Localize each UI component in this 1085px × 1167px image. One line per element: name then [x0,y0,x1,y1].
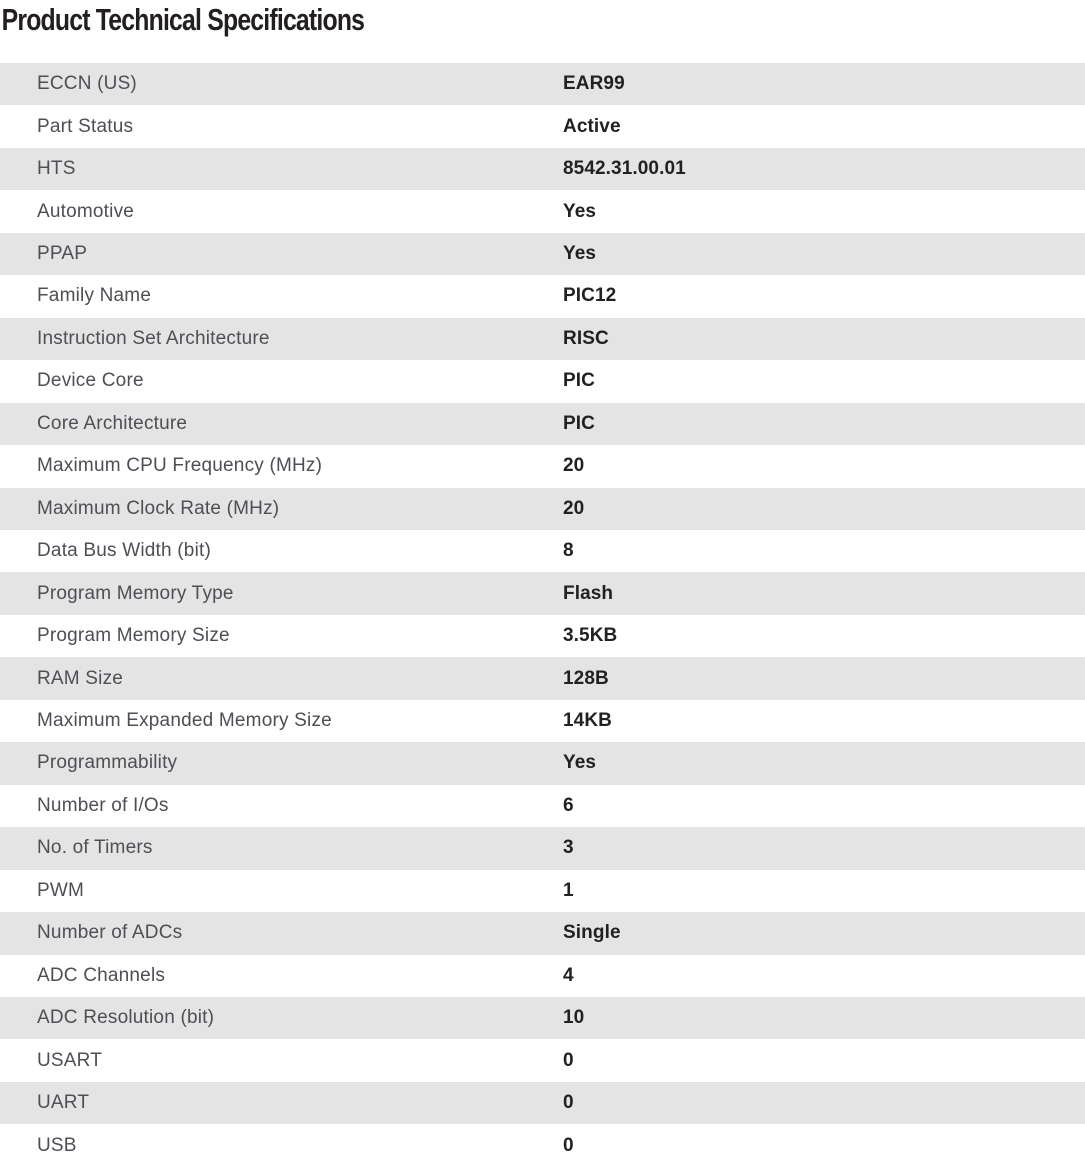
table-row [0,445,1085,487]
table-row [0,615,1085,657]
spec-value: 8 [563,540,574,562]
table-row [0,190,1085,232]
spec-value: Single [563,922,621,944]
table-row [0,572,1085,614]
spec-label: PWM [37,879,85,901]
page-title: Product Technical Specifications [1,2,365,37]
spec-label: No. of Timers [37,837,153,859]
table-row [0,1039,1085,1081]
spec-label: PPAP [37,243,88,265]
table-row [0,1082,1085,1124]
spec-label: Automotive [37,200,135,222]
spec-label: Family Name [37,285,152,307]
spec-value: 10 [563,1007,585,1029]
spec-value: 8542.31.00.01 [563,158,686,180]
spec-label: Maximum CPU Frequency (MHz) [37,455,323,477]
spec-value: Yes [563,200,597,222]
table-row [0,530,1085,572]
table-row [0,105,1085,147]
table-row [0,657,1085,699]
spec-label: Number of I/Os [37,794,169,816]
spec-table [0,63,1085,1167]
spec-label: ADC Resolution (bit) [37,1007,215,1029]
table-row [0,148,1085,190]
spec-value: 3 [563,837,574,859]
table-row [0,233,1085,275]
spec-value: 0 [563,1092,574,1114]
spec-value: 0 [563,1049,574,1071]
spec-label: ADC Channels [37,964,166,986]
spec-value: 1 [563,879,574,901]
spec-label: Program Memory Size [37,625,230,647]
spec-label: Instruction Set Architecture [37,327,270,349]
spec-label: RAM Size [37,667,124,689]
spec-value: Flash [563,582,614,604]
spec-value: 14KB [563,710,612,732]
spec-value: 20 [563,455,585,477]
spec-label: Program Memory Type [37,582,234,604]
table-row [0,912,1085,954]
table-row [0,955,1085,997]
table-row [0,997,1085,1039]
spec-value: 6 [563,794,574,816]
spec-value: 4 [563,964,574,986]
spec-label: Part Status [37,115,134,137]
table-row [0,403,1085,445]
spec-label: Core Architecture [37,412,188,434]
spec-value: EAR99 [563,73,625,95]
spec-value: PIC [563,412,595,434]
spec-label: Device Core [37,370,144,392]
spec-label: USART [37,1049,103,1071]
table-row [0,488,1085,530]
spec-label: Data Bus Width (bit) [37,540,211,562]
spec-value: Yes [563,752,597,774]
spec-value: RISC [563,327,609,349]
table-row [0,870,1085,912]
table-row [0,742,1085,784]
spec-value: 20 [563,497,585,519]
table-row [0,700,1085,742]
spec-value: 0 [563,1134,574,1156]
table-row [0,785,1085,827]
table-row [0,1124,1085,1166]
table-row [0,360,1085,402]
spec-value: PIC12 [563,285,617,307]
spec-value: Yes [563,243,597,265]
spec-label: UART [37,1092,90,1114]
table-row [0,63,1085,105]
table-row [0,827,1085,869]
spec-value: 3.5KB [563,625,618,647]
spec-label: Programmability [37,752,178,774]
table-row [0,275,1085,317]
spec-label: Maximum Expanded Memory Size [37,710,332,732]
spec-label: USB [37,1134,77,1156]
spec-label: HTS [37,158,76,180]
spec-value: Active [563,115,621,137]
spec-value: PIC [563,370,595,392]
spec-value: 128B [563,667,609,689]
table-row [0,318,1085,360]
spec-label: Maximum Clock Rate (MHz) [37,497,280,519]
spec-label: ECCN (US) [37,73,137,95]
spec-label: Number of ADCs [37,922,183,944]
